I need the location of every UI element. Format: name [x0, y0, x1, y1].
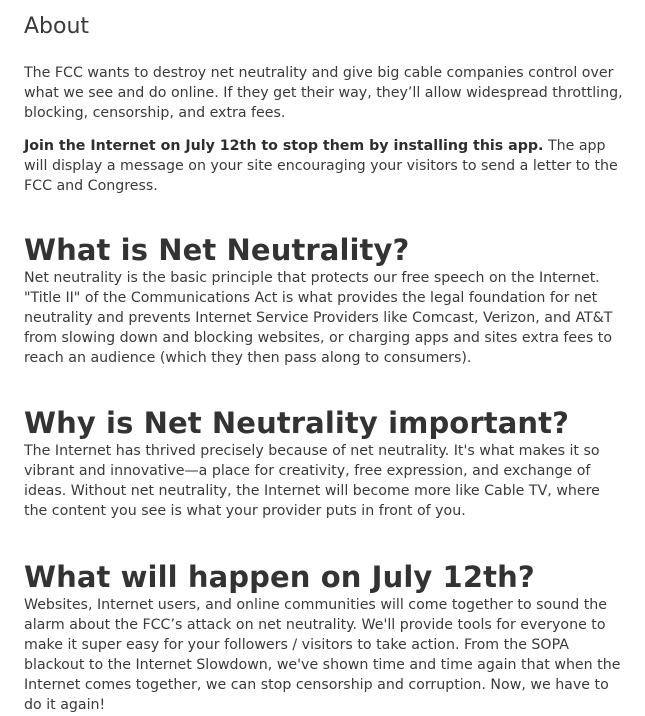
join-call-to-action: Join the Internet on July 12th to stop them by installing this app. [24, 138, 544, 154]
section-body-why-important: The Internet has thrived precisely because of net neutrality. It's what makes it so vibrant and innovative—a place for creativity, free expression, and exchange of ideas. Without net neutrality, the Internet will become more like Cable TV, where the content you see is what your provider puts in front of you. [24, 443, 600, 519]
join-paragraph [24, 136, 623, 196]
section-body-july-12th: Websites, Internet users, and online communities will come together to sound the alarm about the FCC’s attack on net neutrality. We'll provide tools for everyone to make it super easy for your followers / visitors to take action. From the SOPA blackout to the Internet Slowdown, we've shown time and time again that when the Internet comes together, we can stop censorship and corruption. Now, we have to do it again! [24, 597, 621, 713]
section-heading-what-is-net-neutrality: What is Net Neutrality? [24, 233, 410, 267]
section-heading-why-important: Why is Net Neutrality important? [24, 406, 569, 440]
section-body-what-is-net-neutrality: Net neutrality is the basic principle that protects our free speech on the Internet. "Title II" of the Communications Act is what provides the legal foundation for net neutrality and prevents Internet Service Providers like Comcast, Verizon, and AT&T from slowing down and blocking websites, or charging apps and sites extra fees to reach an audience (which they then pass along to consumers). [24, 270, 613, 366]
section-heading-july-12th: What will happen on July 12th? [24, 560, 535, 594]
about-intro-paragraph: The FCC wants to destroy net neutrality and give big cable companies control over what we see and do online. If they get their way, they’ll allow widespread throttling, blocking, censorship, and extra fees. [24, 65, 623, 121]
about-title: About [24, 14, 90, 39]
join-description: The app will display a message on your site encouraging your visitors to send a letter to the FCC and Congress. [24, 138, 618, 194]
